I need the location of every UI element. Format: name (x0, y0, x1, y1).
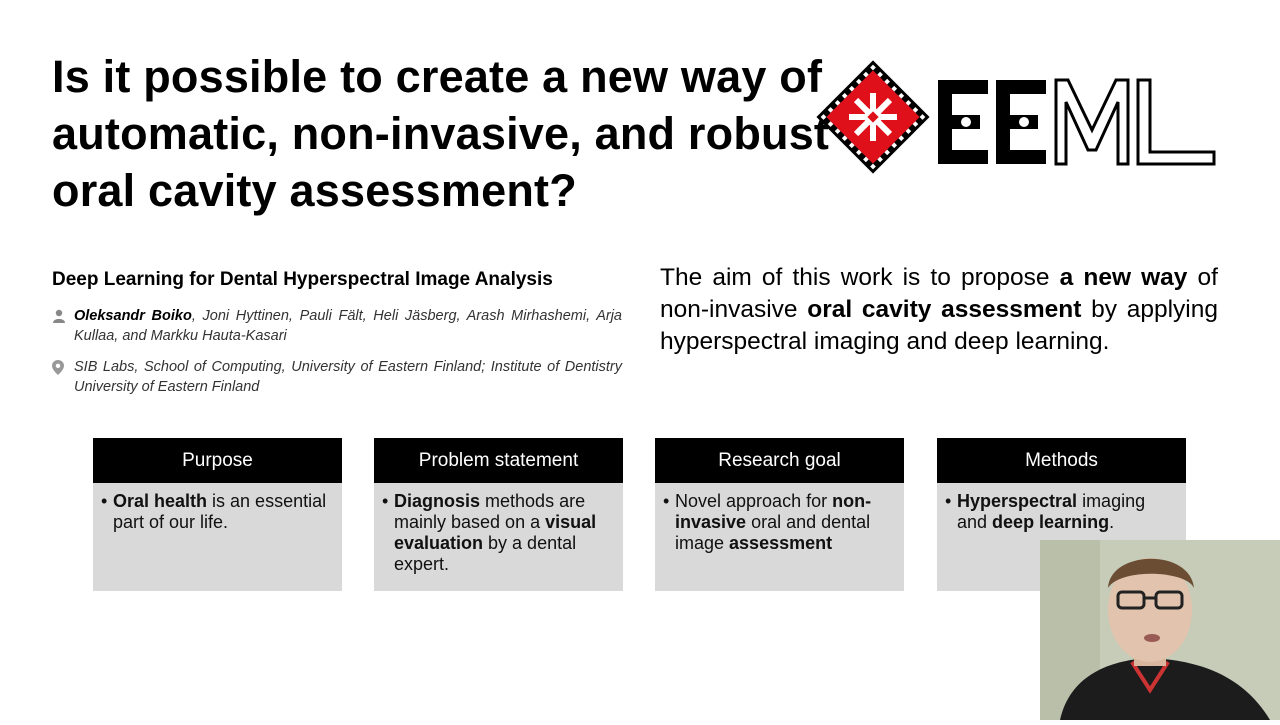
card-header: Methods (937, 438, 1186, 483)
card-header: Research goal (655, 438, 904, 483)
card-body: • Novel approach for non-invasive oral and dental image assessment (663, 491, 872, 553)
slide-title: Is it possible to create a new way of automatic, non-invasive, and robust oral cavity assessment? (52, 51, 830, 216)
ornament-icon (816, 60, 929, 173)
author-list (52, 306, 622, 346)
affiliation-text: SIB Labs, School of Computing, University of Eastern Finland; Institute of Dentistry University of Eastern Finland (74, 359, 622, 395)
card-body: • Diagnosis methods are mainly based on a visual evaluation by a dental expert. (382, 491, 597, 574)
card-problem-statement (374, 438, 623, 591)
eeml-logo (816, 47, 1220, 174)
lead-author: Oleksandr Boiko (74, 308, 192, 324)
location-pin-icon (52, 357, 74, 397)
other-authors: , Joni Hyttinen, Pauli Fält, Heli Jäsberg, Arash Mirhashemi, Arja Kullaa, and Markku Hauta-Kasari (74, 308, 622, 344)
card-body: • Hyperspectral imaging and deep learning. (945, 491, 1146, 532)
card-body: • Oral health is an essential part of our life. (101, 491, 327, 532)
card-header: Problem statement (374, 438, 623, 483)
aim-statement: The aim of this work is to propose a new way of non-invasive oral cavity assessment by applying hyperspectral imaging and deep learning. (660, 264, 1219, 355)
affiliation (52, 357, 622, 397)
card-purpose (93, 438, 342, 591)
svg-text:EEML: EEML (816, 47, 860, 64)
presenter-webcam (1040, 540, 1280, 720)
card-header: Purpose (93, 438, 342, 483)
card-research-goal (655, 438, 904, 591)
person-icon (52, 306, 74, 346)
paper-title: Deep Learning for Dental Hyperspectral Image Analysis (52, 269, 553, 290)
